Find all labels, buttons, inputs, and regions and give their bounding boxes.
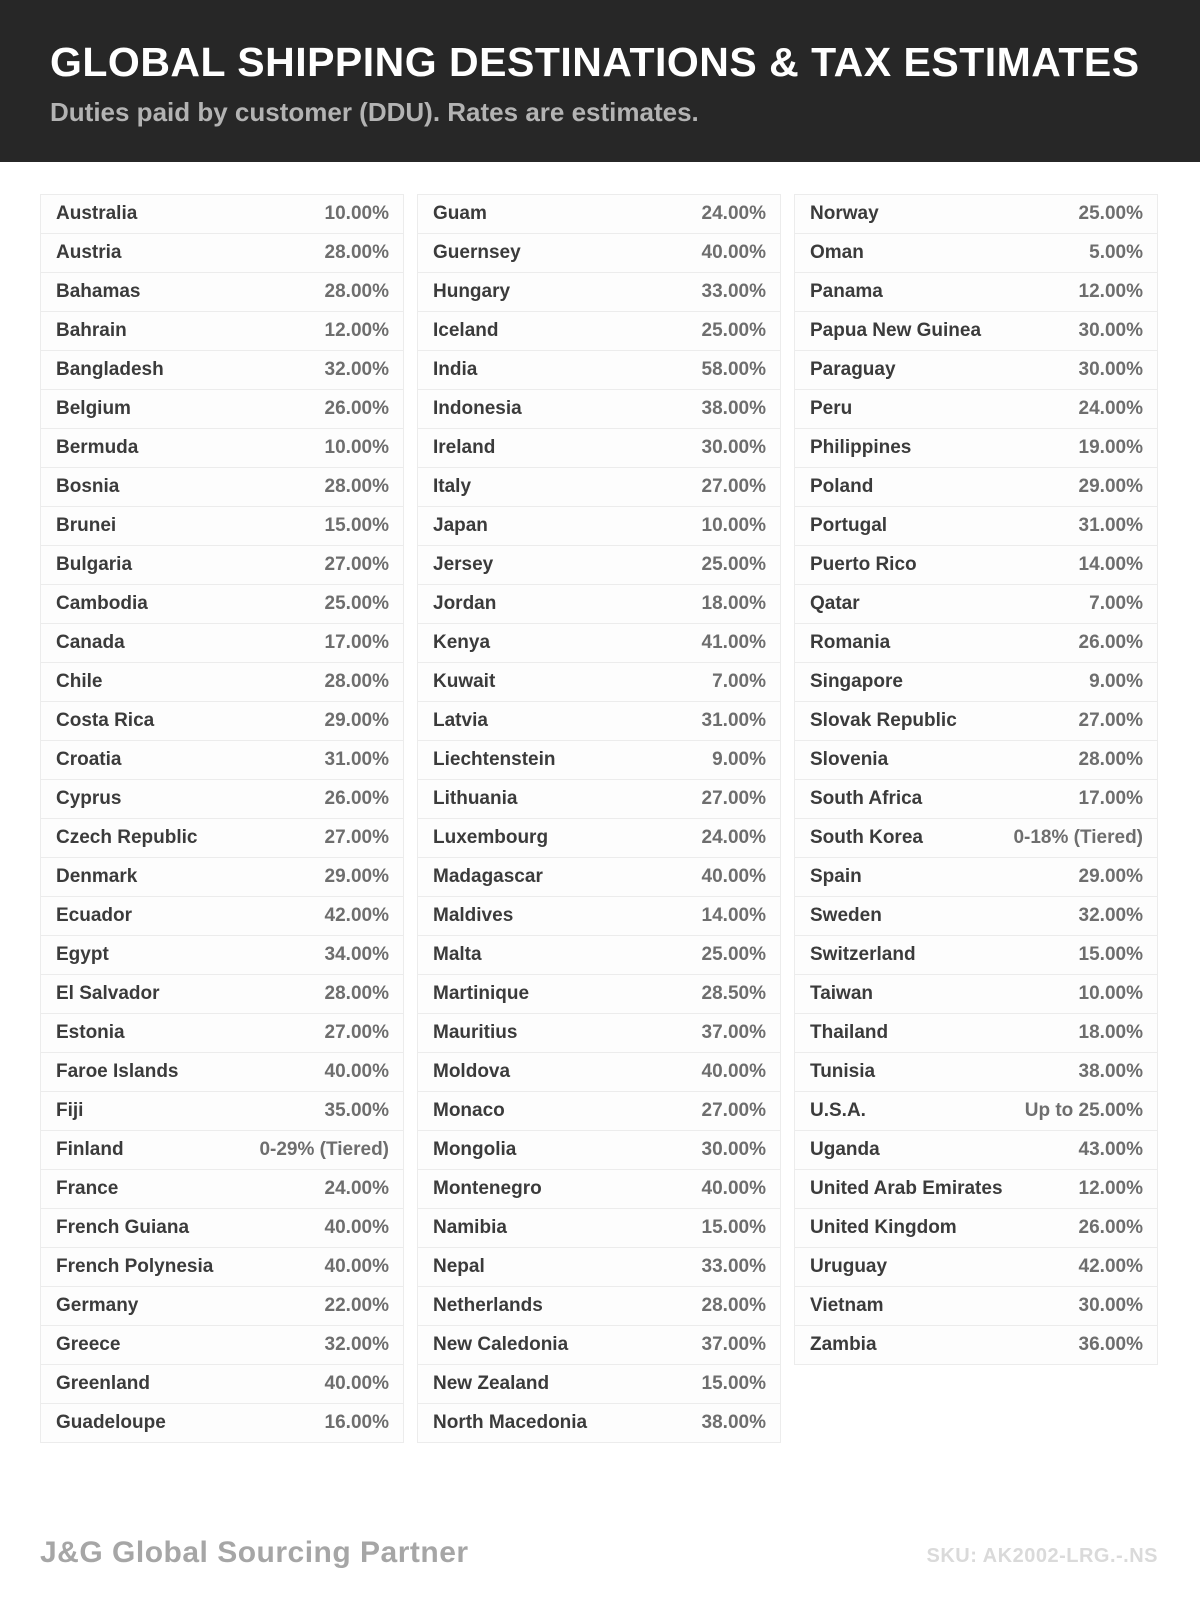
tax-rate: 15.00% — [701, 1217, 766, 1239]
tax-rate: 32.00% — [324, 359, 389, 381]
country-name: Greece — [56, 1334, 121, 1356]
country-name: Puerto Rico — [810, 554, 917, 576]
tax-table-column-3 — [794, 194, 1158, 1365]
country-name: New Caledonia — [433, 1334, 569, 1356]
tax-rate: 27.00% — [324, 1022, 389, 1044]
tax-rate: 15.00% — [1078, 944, 1143, 966]
table-row — [418, 273, 780, 312]
tax-rate: 40.00% — [324, 1061, 389, 1083]
tax-rate: 31.00% — [324, 749, 389, 771]
country-name: Peru — [810, 398, 853, 420]
table-row — [795, 975, 1157, 1014]
country-name: Ecuador — [56, 905, 133, 927]
table-row — [41, 1248, 403, 1287]
tax-rate: 0-18% (Tiered) — [1013, 827, 1143, 849]
table-row — [41, 624, 403, 663]
table-row — [795, 1287, 1157, 1326]
tax-rate: 38.00% — [701, 1412, 766, 1434]
table-row — [418, 312, 780, 351]
table-row — [41, 390, 403, 429]
tax-table — [40, 194, 1158, 1443]
country-name: Australia — [56, 203, 138, 225]
tax-rate: 18.00% — [1078, 1022, 1143, 1044]
table-row — [418, 1170, 780, 1209]
country-name: Bangladesh — [56, 359, 164, 381]
country-name: Austria — [56, 242, 122, 264]
tax-rate: 40.00% — [324, 1256, 389, 1278]
table-row — [418, 780, 780, 819]
tax-rate: 28.00% — [324, 476, 389, 498]
table-row — [418, 702, 780, 741]
tax-rate: 41.00% — [701, 632, 766, 654]
country-name: Thailand — [810, 1022, 889, 1044]
country-name: North Macedonia — [433, 1412, 588, 1434]
country-name: Cambodia — [56, 593, 148, 615]
table-row — [795, 312, 1157, 351]
tax-rate: 37.00% — [701, 1334, 766, 1356]
tax-rate: 42.00% — [1078, 1256, 1143, 1278]
tax-rate: 40.00% — [701, 866, 766, 888]
country-name: Latvia — [433, 710, 488, 732]
country-name: El Salvador — [56, 983, 160, 1005]
country-name: Oman — [810, 242, 864, 264]
tax-rate: 14.00% — [701, 905, 766, 927]
country-name: Fiji — [56, 1100, 84, 1122]
country-name: Malta — [433, 944, 482, 966]
footer — [0, 1536, 1200, 1570]
tax-rate: 27.00% — [701, 788, 766, 810]
table-row — [418, 195, 780, 234]
table-row — [418, 1014, 780, 1053]
country-name: Martinique — [433, 983, 530, 1005]
tax-rate: 43.00% — [1078, 1139, 1143, 1161]
tax-rate: 28.00% — [324, 281, 389, 303]
table-row — [418, 1248, 780, 1287]
tax-rate: 28.50% — [701, 983, 766, 1005]
tax-rate: 38.00% — [1078, 1061, 1143, 1083]
tax-rate: 40.00% — [701, 242, 766, 264]
table-row — [795, 1170, 1157, 1209]
country-name: United Kingdom — [810, 1217, 957, 1239]
table-row — [41, 1365, 403, 1404]
table-row — [795, 351, 1157, 390]
header-banner — [0, 0, 1200, 162]
country-name: Costa Rica — [56, 710, 155, 732]
tax-rate: 10.00% — [324, 203, 389, 225]
country-name: Madagascar — [433, 866, 543, 888]
country-name: Spain — [810, 866, 862, 888]
table-row — [41, 273, 403, 312]
table-row — [418, 585, 780, 624]
tax-rate: 29.00% — [324, 710, 389, 732]
tax-rate: 31.00% — [1078, 515, 1143, 537]
country-name: Tunisia — [810, 1061, 876, 1083]
country-name: Maldives — [433, 905, 514, 927]
table-row — [795, 234, 1157, 273]
country-name: Montenegro — [433, 1178, 542, 1200]
country-name: Romania — [810, 632, 891, 654]
table-row — [795, 1326, 1157, 1365]
table-row — [41, 936, 403, 975]
tax-rate: 32.00% — [324, 1334, 389, 1356]
country-name: Guernsey — [433, 242, 521, 264]
tax-rate: 19.00% — [1078, 437, 1143, 459]
tax-rate: 30.00% — [1078, 1295, 1143, 1317]
country-name: Faroe Islands — [56, 1061, 179, 1083]
tax-rate: 24.00% — [1078, 398, 1143, 420]
tax-rate: 16.00% — [324, 1412, 389, 1434]
table-row — [418, 1092, 780, 1131]
country-name: France — [56, 1178, 119, 1200]
tax-rate: 34.00% — [324, 944, 389, 966]
country-name: Bahamas — [56, 281, 141, 303]
country-name: Jersey — [433, 554, 494, 576]
tax-rate: 40.00% — [701, 1178, 766, 1200]
country-name: New Zealand — [433, 1373, 550, 1395]
tax-rate: 24.00% — [701, 203, 766, 225]
tax-rate: 29.00% — [324, 866, 389, 888]
country-name: Vietnam — [810, 1295, 884, 1317]
tax-rate: 26.00% — [1078, 1217, 1143, 1239]
tax-rate: 40.00% — [324, 1373, 389, 1395]
table-row — [41, 975, 403, 1014]
tax-rate: 30.00% — [1078, 320, 1143, 342]
tax-rate: 31.00% — [701, 710, 766, 732]
tax-rate: 12.00% — [324, 320, 389, 342]
table-row — [41, 1287, 403, 1326]
country-name: South Africa — [810, 788, 923, 810]
sku-label: SKU: AK2002-LRG.-.NS — [926, 1545, 1158, 1567]
table-row — [795, 858, 1157, 897]
table-row — [418, 468, 780, 507]
tax-table-column-2 — [417, 194, 781, 1443]
country-name: Portugal — [810, 515, 888, 537]
tax-rate: 40.00% — [701, 1061, 766, 1083]
table-row — [41, 1014, 403, 1053]
country-name: Monaco — [433, 1100, 505, 1122]
country-name: Bulgaria — [56, 554, 133, 576]
table-row — [418, 624, 780, 663]
country-name: Iceland — [433, 320, 499, 342]
table-row — [418, 1326, 780, 1365]
tax-rate: 30.00% — [1078, 359, 1143, 381]
table-row — [418, 741, 780, 780]
table-row — [41, 897, 403, 936]
tax-rate: 10.00% — [701, 515, 766, 537]
table-row — [41, 234, 403, 273]
tax-rate: 42.00% — [324, 905, 389, 927]
table-row — [418, 1365, 780, 1404]
country-name: Greenland — [56, 1373, 150, 1395]
table-row — [41, 1404, 403, 1443]
country-name: Philippines — [810, 437, 912, 459]
table-row — [795, 507, 1157, 546]
tax-rate: 37.00% — [701, 1022, 766, 1044]
tax-rate: 15.00% — [701, 1373, 766, 1395]
country-name: Norway — [810, 203, 879, 225]
country-name: Croatia — [56, 749, 122, 771]
tax-rate: 10.00% — [324, 437, 389, 459]
tax-rate: 27.00% — [324, 827, 389, 849]
tax-rate: 17.00% — [324, 632, 389, 654]
tax-rate: 28.00% — [1078, 749, 1143, 771]
country-name: Hungary — [433, 281, 511, 303]
tax-rate: 40.00% — [324, 1217, 389, 1239]
table-row — [418, 429, 780, 468]
tax-rate: 24.00% — [701, 827, 766, 849]
table-row — [795, 741, 1157, 780]
country-name: Mongolia — [433, 1139, 517, 1161]
country-name: Denmark — [56, 866, 138, 888]
table-row — [795, 390, 1157, 429]
table-row — [795, 780, 1157, 819]
tax-rate: 25.00% — [701, 320, 766, 342]
country-name: Chile — [56, 671, 103, 693]
table-row — [41, 1053, 403, 1092]
table-row — [41, 702, 403, 741]
country-name: Guam — [433, 203, 487, 225]
country-name: Uruguay — [810, 1256, 888, 1278]
country-name: India — [433, 359, 478, 381]
table-row — [418, 507, 780, 546]
tax-rate: 0-29% (Tiered) — [259, 1139, 389, 1161]
country-name: Liechtenstein — [433, 749, 556, 771]
country-name: French Polynesia — [56, 1256, 214, 1278]
tax-rate: 22.00% — [324, 1295, 389, 1317]
table-row — [41, 507, 403, 546]
table-row — [41, 780, 403, 819]
tax-rate: 38.00% — [701, 398, 766, 420]
country-name: Jordan — [433, 593, 497, 615]
tax-rate: 7.00% — [1089, 593, 1143, 615]
table-row — [41, 1326, 403, 1365]
country-name: Finland — [56, 1139, 124, 1161]
brand-name: J&G Global Sourcing Partner — [40, 1536, 469, 1569]
page-title: GLOBAL SHIPPING DESTINATIONS & TAX ESTIMATES — [50, 39, 1140, 85]
table-row — [418, 1287, 780, 1326]
tax-rate: 15.00% — [324, 515, 389, 537]
country-name: Singapore — [810, 671, 903, 693]
table-row — [795, 1014, 1157, 1053]
table-row — [418, 351, 780, 390]
country-name: Japan — [433, 515, 488, 537]
tax-rate: 36.00% — [1078, 1334, 1143, 1356]
tax-rate: 24.00% — [324, 1178, 389, 1200]
tax-rate: 17.00% — [1078, 788, 1143, 810]
country-name: Kenya — [433, 632, 491, 654]
country-name: Mauritius — [433, 1022, 518, 1044]
table-row — [795, 546, 1157, 585]
tax-rate: 28.00% — [324, 671, 389, 693]
tax-rate: 9.00% — [1089, 671, 1143, 693]
tax-rate: 14.00% — [1078, 554, 1143, 576]
table-row — [41, 741, 403, 780]
tax-rate: 27.00% — [701, 1100, 766, 1122]
table-row — [418, 663, 780, 702]
tax-rate: 12.00% — [1078, 281, 1143, 303]
tax-rate: 35.00% — [324, 1100, 389, 1122]
country-name: Qatar — [810, 593, 860, 615]
country-name: Bahrain — [56, 320, 127, 342]
country-name: United Arab Emirates — [810, 1178, 1003, 1200]
table-row — [418, 819, 780, 858]
table-row — [41, 858, 403, 897]
country-name: Egypt — [56, 944, 109, 966]
table-row — [41, 312, 403, 351]
tax-rate: 26.00% — [324, 788, 389, 810]
page-subtitle: Duties paid by customer (DDU). Rates are estimates. — [50, 97, 699, 128]
tax-rate: 29.00% — [1078, 866, 1143, 888]
tax-rate: 29.00% — [1078, 476, 1143, 498]
table-row — [41, 351, 403, 390]
country-name: Belgium — [56, 398, 131, 420]
table-row — [795, 1248, 1157, 1287]
country-name: Estonia — [56, 1022, 125, 1044]
table-row — [795, 936, 1157, 975]
country-name: Zambia — [810, 1334, 877, 1356]
table-row — [418, 936, 780, 975]
table-row — [41, 546, 403, 585]
table-row — [41, 663, 403, 702]
table-row — [418, 546, 780, 585]
country-name: Paraguay — [810, 359, 896, 381]
country-name: Panama — [810, 281, 883, 303]
country-name: Slovak Republic — [810, 710, 957, 732]
tax-rate: 26.00% — [324, 398, 389, 420]
tax-rate: 25.00% — [701, 554, 766, 576]
country-name: Canada — [56, 632, 125, 654]
country-name: Slovenia — [810, 749, 889, 771]
country-name: Uganda — [810, 1139, 880, 1161]
table-row — [418, 975, 780, 1014]
table-row — [41, 429, 403, 468]
table-row — [795, 819, 1157, 858]
table-row — [795, 1209, 1157, 1248]
table-row — [41, 1131, 403, 1170]
table-row — [41, 195, 403, 234]
country-name: Brunei — [56, 515, 117, 537]
country-name: Sweden — [810, 905, 882, 927]
table-row — [418, 1131, 780, 1170]
table-row — [795, 429, 1157, 468]
country-name: Papua New Guinea — [810, 320, 982, 342]
tax-rate: 28.00% — [324, 242, 389, 264]
country-name: Cyprus — [56, 788, 122, 810]
country-name: Kuwait — [433, 671, 496, 693]
table-row — [418, 1404, 780, 1443]
country-name: Indonesia — [433, 398, 522, 420]
country-name: Netherlands — [433, 1295, 543, 1317]
table-row — [41, 1209, 403, 1248]
tax-rate: 33.00% — [701, 281, 766, 303]
country-name: Switzerland — [810, 944, 916, 966]
table-row — [795, 195, 1157, 234]
country-name: Moldova — [433, 1061, 511, 1083]
country-name: Italy — [433, 476, 472, 498]
country-name: Guadeloupe — [56, 1412, 166, 1434]
table-row — [41, 585, 403, 624]
table-row — [418, 1209, 780, 1248]
tax-rate: 28.00% — [701, 1295, 766, 1317]
table-row — [418, 234, 780, 273]
table-row — [418, 390, 780, 429]
country-name: Namibia — [433, 1217, 507, 1239]
table-row — [795, 624, 1157, 663]
country-name: Germany — [56, 1295, 139, 1317]
tax-rate: 30.00% — [701, 437, 766, 459]
tax-rate: 18.00% — [701, 593, 766, 615]
table-row — [41, 1170, 403, 1209]
table-row — [418, 897, 780, 936]
table-row — [795, 1053, 1157, 1092]
tax-rate: 32.00% — [1078, 905, 1143, 927]
tax-rate: 27.00% — [701, 476, 766, 498]
table-row — [795, 585, 1157, 624]
table-row — [41, 1092, 403, 1131]
tax-rate: 26.00% — [1078, 632, 1143, 654]
table-row — [41, 819, 403, 858]
country-name: Bermuda — [56, 437, 139, 459]
table-row — [795, 702, 1157, 741]
country-name: South Korea — [810, 827, 923, 849]
country-name: Nepal — [433, 1256, 485, 1278]
tax-rate: 5.00% — [1089, 242, 1143, 264]
tax-rate: 30.00% — [701, 1139, 766, 1161]
country-name: Taiwan — [810, 983, 873, 1005]
tax-rate: 27.00% — [1078, 710, 1143, 732]
tax-rate: 27.00% — [324, 554, 389, 576]
table-row — [795, 1092, 1157, 1131]
table-row — [795, 663, 1157, 702]
table-row — [795, 897, 1157, 936]
tax-rate: 9.00% — [712, 749, 766, 771]
tax-rate: 25.00% — [1078, 203, 1143, 225]
country-name: U.S.A. — [810, 1100, 866, 1122]
table-row — [418, 858, 780, 897]
tax-rate: 25.00% — [324, 593, 389, 615]
country-name: Lithuania — [433, 788, 518, 810]
tax-rate: 25.00% — [701, 944, 766, 966]
country-name: Luxembourg — [433, 827, 549, 849]
tax-rate: 28.00% — [324, 983, 389, 1005]
tax-rate: 58.00% — [701, 359, 766, 381]
table-row — [795, 273, 1157, 312]
table-row — [795, 468, 1157, 507]
tax-rate: 12.00% — [1078, 1178, 1143, 1200]
table-row — [418, 1053, 780, 1092]
country-name: Ireland — [433, 437, 496, 459]
tax-rate: 33.00% — [701, 1256, 766, 1278]
country-name: Bosnia — [56, 476, 120, 498]
table-row — [795, 1131, 1157, 1170]
tax-rate: 10.00% — [1078, 983, 1143, 1005]
tax-rate: Up to 25.00% — [1024, 1100, 1143, 1122]
country-name: Poland — [810, 476, 874, 498]
country-name: Czech Republic — [56, 827, 198, 849]
table-row — [41, 468, 403, 507]
tax-table-column-1 — [40, 194, 404, 1443]
country-name: French Guiana — [56, 1217, 190, 1239]
tax-rate: 7.00% — [712, 671, 766, 693]
